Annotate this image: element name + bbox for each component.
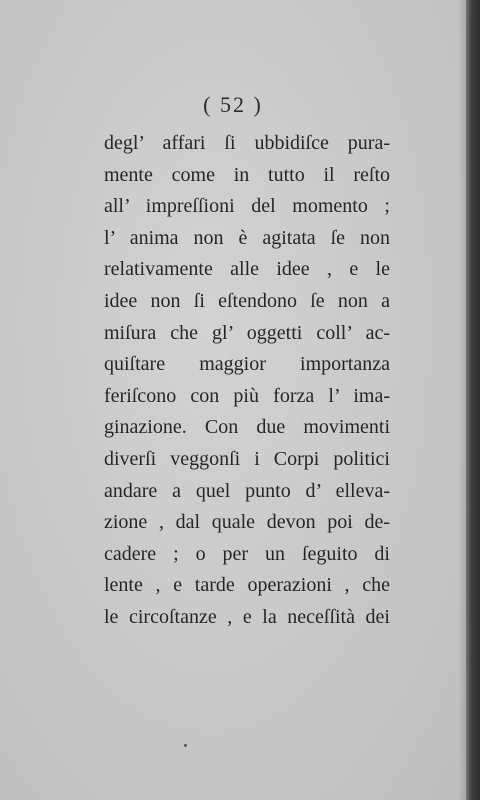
text-line: miſura che gl’ oggetti coll’ ac-	[104, 321, 390, 344]
text-line: le circoſtanze , e la neceſſità dei	[104, 605, 390, 628]
text-line: quiſtare maggior importanza	[104, 353, 390, 376]
text-line: all’ impreſſioni del momento ;	[104, 195, 390, 218]
text-line: relativamente alle idee , e le	[104, 258, 390, 281]
text-line: diverſi veggonſi i Corpi politici	[104, 447, 390, 470]
text-line: mente come in tutto il reſto	[104, 163, 390, 186]
text-block	[104, 128, 390, 634]
text-line: ginazione. Con due movimenti	[104, 416, 390, 439]
paper-speck	[184, 744, 187, 747]
text-line: idee non ſi eſtendono ſe non a	[104, 289, 390, 312]
page-number: ( 52 )	[203, 92, 263, 117]
text-line: l’ anima non è agitata ſe non	[104, 226, 390, 249]
text-line: degl’ affari ſi ubbidiſce pura-	[104, 132, 390, 154]
text-line: zione , dal quale devon poi de-	[104, 511, 390, 534]
gutter-shadow	[458, 0, 466, 800]
text-line: lente , e tarde operazioni , che	[104, 574, 390, 597]
text-line: cadere ; o per un ſeguito di	[104, 542, 390, 565]
book-spine	[466, 0, 480, 800]
text-line: andare a quel punto d’ elleva-	[104, 479, 390, 502]
text-line: feriſcono con più forza l’ ima-	[104, 384, 390, 407]
